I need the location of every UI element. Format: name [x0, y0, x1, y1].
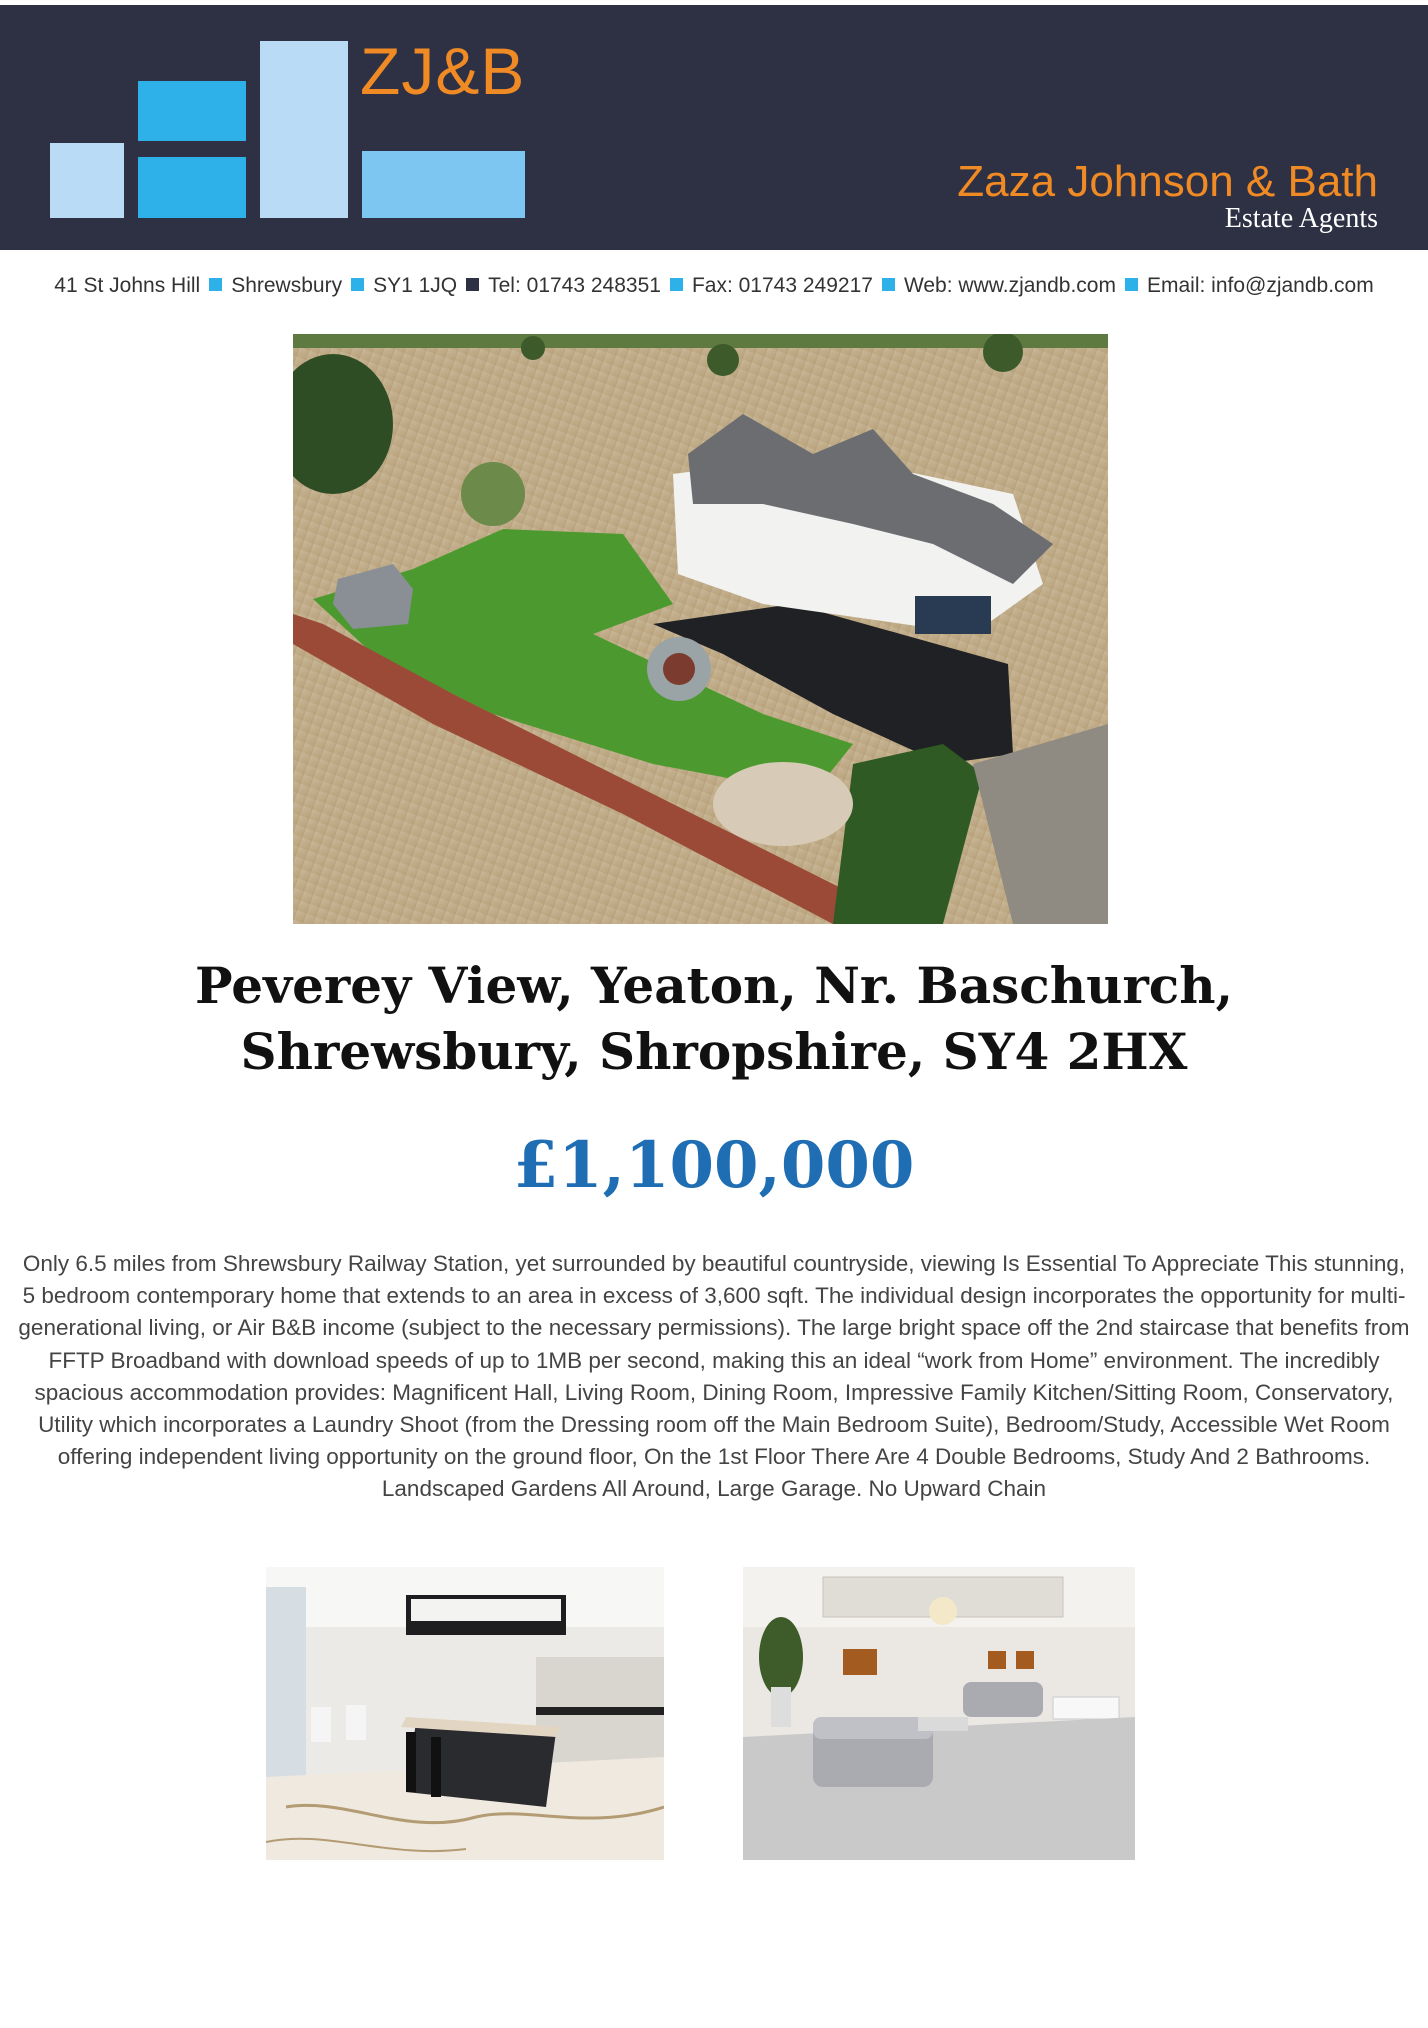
postcode: SY1 1JQ [373, 274, 458, 297]
kitchen-photo [266, 1567, 664, 1860]
tree [521, 336, 545, 360]
company-name: Zaza Johnson & Bath [957, 157, 1378, 206]
hero-aerial-photo [293, 334, 1108, 924]
picture-frame [988, 1651, 1006, 1669]
logo-mark: ZJ&B [360, 34, 526, 108]
separator-square [882, 278, 895, 291]
radiator [1053, 1697, 1119, 1719]
chair [311, 1707, 331, 1742]
property-title [100, 953, 1328, 1085]
title-line-1: Peverey View, Yeaton, Nr. Baschurch, [195, 956, 1233, 1015]
logo-block [362, 151, 525, 218]
separator-square [1125, 278, 1138, 291]
email-link[interactable]: Email: info@zjandb.com [1146, 274, 1374, 297]
tree [707, 344, 739, 376]
telephone: Tel: 01743 248351 [488, 274, 661, 297]
property-description: Only 6.5 miles from Shrewsbury Railway Station, yet surrounded by beautiful countryside, viewing Is Essential To Appreciate This stunning, 5 bedroom contemporary home that extends to an area in excess of 3,600 sqft. The individual design incorporates the opportunity for multi-generational living, or Air B&B income (subject to the necessary permissions). The large bright space off the 2nd staircase that benefits from FFTP Broadband with download speeds of up to 1MB per second, making this an ideal “work from Home” environment. The incredibly spacious accommodation provides: Magnificent Hall, Living Room, Dining Room, Impressive Family Kitchen/Sitting Room, Conservatory, Utility which incorporates a Laundry Shoot (from the Dressing room off the Main Bedroom Suite), Bedroom/Study, Accessible Wet Room offering independent living opportunity on the ground floor, On the 1st Floor There Are 4 Double Bedrooms, Study And 2 Bathrooms. Landscaped Gardens All Around, Large Garage. No Upward Chain [18, 1251, 1410, 1502]
logo-block [138, 81, 246, 141]
property-price: £1,100,000 [513, 1128, 915, 1203]
coffee-table [918, 1717, 968, 1731]
carpet [743, 1717, 1135, 1860]
address: 41 St Johns Hill [54, 274, 201, 297]
logo-block [260, 41, 348, 218]
chair [346, 1705, 366, 1740]
living-room-photo [743, 1567, 1135, 1860]
separator-square [351, 278, 364, 291]
bar-stool [431, 1737, 441, 1797]
brochure-header [0, 5, 1428, 250]
logo-block [138, 157, 246, 218]
title-line-2: Shrewsbury, Shropshire, SY4 2HX [240, 1022, 1188, 1081]
contact-bar [0, 274, 1428, 298]
picture-frame [843, 1649, 877, 1675]
patio [713, 762, 853, 846]
tree [461, 462, 525, 526]
town: Shrewsbury [231, 274, 343, 297]
chandelier [929, 1597, 957, 1625]
separator-square [670, 278, 683, 291]
website-link[interactable]: Web: www.zjandb.com [903, 274, 1116, 297]
sofa [963, 1682, 1043, 1717]
separator-square [466, 278, 479, 291]
garage-door [915, 596, 991, 634]
logo-block [50, 143, 124, 218]
plant [759, 1617, 803, 1697]
company-subtitle: Estate Agents [1224, 203, 1378, 234]
window [266, 1587, 306, 1777]
separator-square [209, 278, 222, 291]
picture-frame [1016, 1651, 1034, 1669]
fax: Fax: 01743 249217 [691, 274, 873, 297]
bar-stool [406, 1732, 416, 1792]
